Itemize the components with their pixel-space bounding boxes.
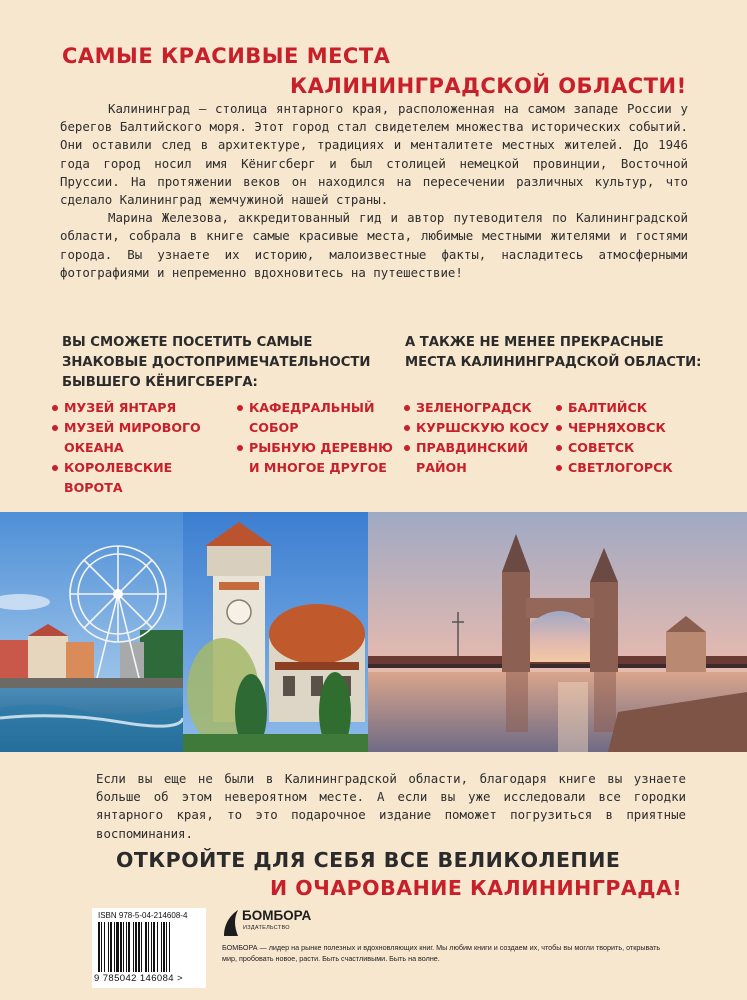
list-item: КОРОЛЕВСКИЕ ВОРОТА: [52, 458, 212, 498]
photo-strip: [0, 512, 747, 752]
cta-line-2: И ОЧАРОВАНИЕ КАЛИНИНГРАДА!: [270, 876, 683, 900]
barcode-bar: [116, 922, 119, 972]
barcode-digits: 9 785042 146084 >: [94, 973, 183, 984]
list-item: БАЛТИЙСК: [556, 398, 736, 418]
ferris-wheel-photo: [0, 512, 183, 752]
cta-line-1: ОТКРОЙТЕ ДЛЯ СЕБЯ ВСЕ ВЕЛИКОЛЕПИЕ: [116, 848, 621, 872]
list-item: РЫБНУЮ ДЕРЕВНЮ И МНОГОЕ ДРУГОЕ: [237, 438, 397, 478]
publisher-name: БОМБОРА: [242, 908, 312, 923]
places-heading: А ТАКЖЕ НЕ МЕНЕЕ ПРЕКРАСНЫЕ МЕСТА КАЛИНИНГРАДСКОЙ ОБЛАСТИ:: [405, 335, 702, 370]
intro-text: [60, 100, 688, 282]
barcode-bar: [114, 922, 115, 972]
barcode-bar: [98, 922, 100, 972]
barcode-bar: [166, 922, 167, 972]
landmarks-list-2: [237, 398, 397, 478]
barcode-bar: [120, 922, 122, 972]
barcode-bar: [153, 922, 155, 972]
publisher-description: БОМБОРА — лидер на рынке полезных и вдохновляющих книг. Мы любим книги и создаем их, чтобы вы могли творить, открывать мир, пробовать новое, расти. Быть счастливыми. Быть на волне.: [222, 943, 661, 963]
list-item: СОВЕТСК: [556, 438, 736, 458]
list-item: МУЗЕЙ МИРОВОГО ОКЕАНА: [52, 418, 212, 458]
barcode-icon: [98, 922, 200, 972]
landmarks-list-1: [52, 398, 212, 498]
landmarks-heading: ВЫ СМОЖЕТЕ ПОСЕТИТЬ САМЫЕ ЗНАКОВЫЕ ДОСТОПРИМЕЧАТЕЛЬНОСТИ БЫВШЕГО КЁНИГСБЕРГА:: [62, 335, 371, 390]
publisher-logo: [222, 906, 312, 940]
barcode-bar: [141, 922, 142, 972]
list-item: ЗЕЛЕНОГРАДСК: [404, 398, 564, 418]
list-item: ЧЕРНЯХОВСК: [556, 418, 736, 438]
places-list-2: [556, 398, 736, 478]
list-item: КУРШСКУЮ КОСУ: [404, 418, 564, 438]
list-item: СВЕТЛОГОРСК: [556, 458, 736, 478]
list-item: МУЗЕЙ ЯНТАРЯ: [52, 398, 212, 418]
barcode-bar: [135, 922, 137, 972]
barcode-bar: [108, 922, 109, 972]
barcode-bar: [148, 922, 149, 972]
barcode-bar: [110, 922, 112, 972]
list-item: ПРАВДИНСКИЙ РАЙОН: [404, 438, 564, 478]
barcode-bar: [161, 922, 162, 972]
barcode: [92, 908, 206, 988]
barcode-bar: [101, 922, 102, 972]
outro-text: Если вы еще не были в Калининградской области, благодаря книге вы узнаете больше об этом невероятном месте. А если вы уже исследовали все городки янтарного края, то это подарочное издание поможет погрузиться в приятные воспоминания.: [96, 771, 686, 841]
barcode-bar: [169, 922, 170, 972]
barcode-bar: [104, 922, 105, 972]
list-item: КАФЕДРАЛЬНЫЙ СОБОР: [237, 398, 397, 438]
barcode-bar: [138, 922, 140, 972]
barcode-bar: [163, 922, 165, 972]
barcode-bar: [126, 922, 127, 972]
water-tower-photo: [183, 512, 368, 752]
places-list-1: [404, 398, 564, 478]
publisher-subtitle: ИЗДАТЕЛЬСТВО: [243, 925, 290, 931]
barcode-bar: [157, 922, 158, 972]
intro-paragraph-2: Марина Железова, аккредитованный гид и автор путеводителя по Калининградской области, собрала в книге самые красивые места, любимые местными жителями и гостями города. Вы узнаете их историю, малоизвестные факты, насладитесь атмосферными фотографиями и непременно вдохновитесь на путешествие!: [60, 210, 688, 280]
barcode-bar: [123, 922, 124, 972]
barcode-bar: [151, 922, 152, 972]
barcode-bar: [128, 922, 130, 972]
title-line-2: КАЛИНИНГРАДСКОЙ ОБЛАСТИ!: [290, 74, 687, 98]
intro-paragraph-1: Калининград – столица янтарного края, расположенная на самом западе России у берегов Балтийского моря. Этот город стал свидетелем множества исторических событий. Они оставили след в архитектуре, традициях и менталитете местных жителей. До 1946 года город носил имя Кёнигсберг и был столицей немецкой провинции, Восточной Пруссии. На протяжении веков он находился на пересечении различных культур, что сделало Калининград жемчужиной нашей страны.: [60, 101, 688, 208]
barcode-bar: [145, 922, 147, 972]
isbn-text: ISBN 978-5-04-214608-4: [98, 911, 188, 920]
title-line-1: САМЫЕ КРАСИВЫЕ МЕСТА: [62, 44, 391, 68]
barcode-bar: [133, 922, 134, 972]
bombora-wave-icon: [222, 908, 240, 938]
queen-louise-bridge-photo: [368, 512, 747, 752]
